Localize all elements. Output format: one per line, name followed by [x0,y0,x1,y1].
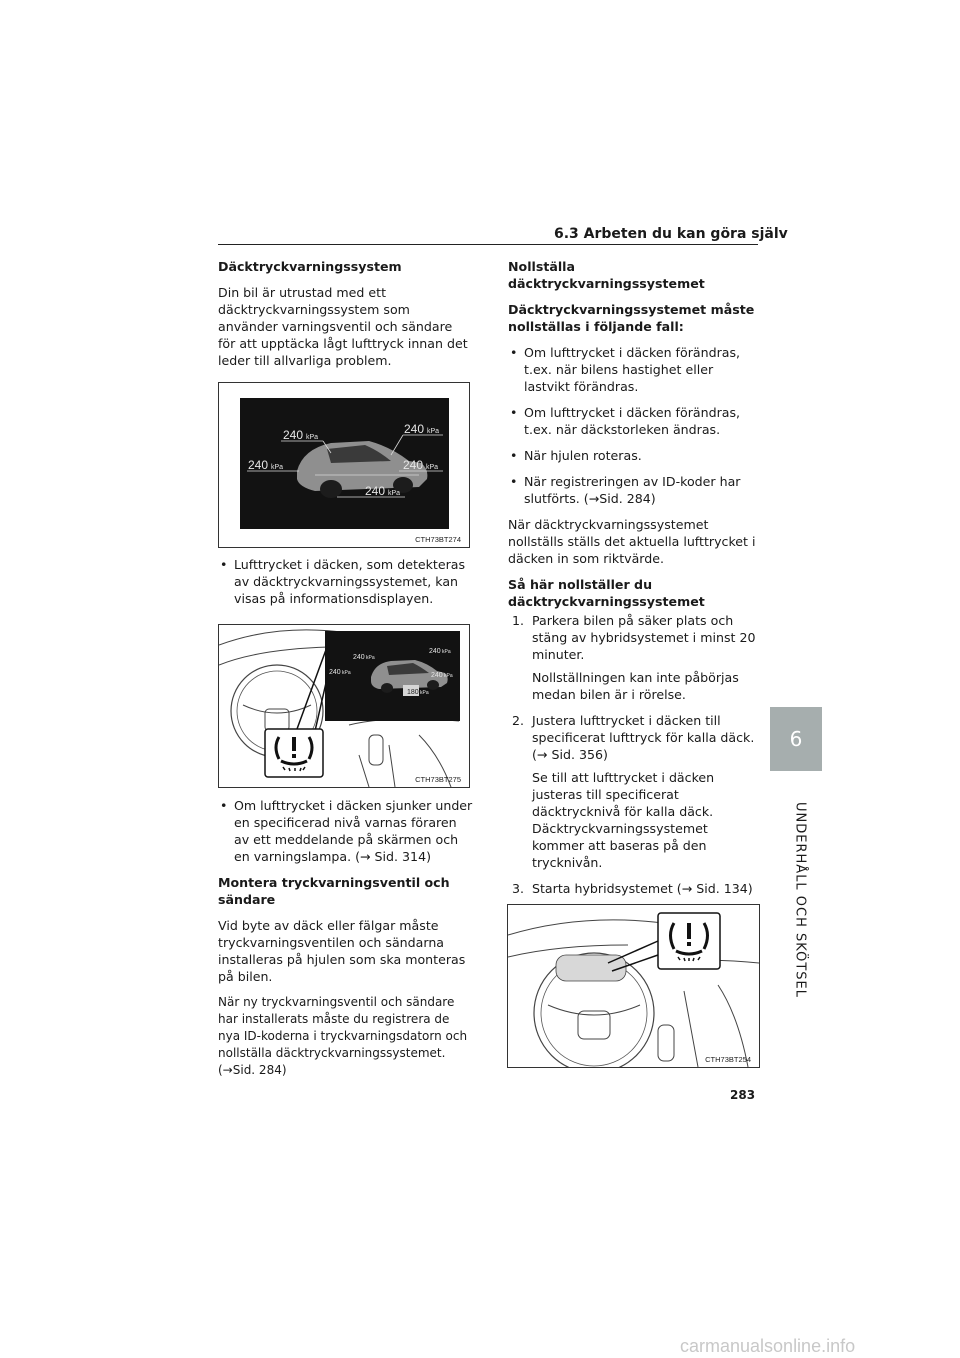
left-bullet-1-block [218,556,473,616]
section-title: 6.3 Arbeten du kan göra själv [554,226,788,242]
bullet-warning-lamp: • Om lufttrycket i däcken sjunker under en specificerad nivå varnas föraren av ett meddelande på skärmen och en varningslampa. (→ Sid. 314) [218,797,473,865]
svg-text:kPa: kPa [366,655,375,661]
intro-paragraph: Din bil är utrustad med ett däcktryckvarningssystem som använder varningsventil och sändare för att upptäcka lågt lufttryck innan det leder till allvarliga problem. [218,285,468,368]
tire-value-front-left: 240 [283,428,304,442]
svg-text:kPa: kPa [388,490,401,497]
svg-text:kPa: kPa [442,649,451,655]
svg-text:240: 240 [431,672,443,679]
heading-reset-tpws: Nollställa däcktryckvarningssystemet [508,259,705,291]
svg-text:240: 240 [429,648,441,655]
svg-text:kPa: kPa [271,464,284,471]
step-1: 1. Parkera bilen på säker plats och stäng av hybridsystemet i minst 20 minuter. Nollställningen kan inte påbörjas medan bilen är i rörelse. [512,613,756,702]
svg-text:240: 240 [353,654,365,661]
header-rule [218,244,758,245]
svg-text:240: 240 [329,669,341,676]
heading-tpws: Däcktryckvarningssystem [218,259,402,274]
bullet-display-info: • Lufttrycket i däcken, som detekteras av däcktryckvarningssystemet, kan visas på informationsdisplayen. [218,556,473,607]
reset-case-3: • När hjulen roteras. [508,447,758,464]
dashboard-warning-illustration [219,625,469,787]
watermark: carmanualsonline.info [680,1336,856,1356]
chapter-label: UNDERHÅLL OCH SKÖTSEL [792,802,808,998]
heading-install-valve: Montera tryckvarningsventil och sändare [218,875,450,907]
figure-dashboard-warning [218,624,470,788]
tire-value-spare: 240 [365,484,386,498]
svg-text:kPa: kPa [427,428,440,435]
tire-value-front-right: 240 [404,422,425,436]
step-3: 3. Starta hybridsystemet (→ Sid. 134) [512,881,753,896]
page-number: 283 [730,1088,756,1102]
steering-wheel-illustration [508,905,759,1067]
step-2: 2. Justera lufttrycket i däcken till specificerat lufttryck för kalla däck. (→ Sid. 356) Se till att lufttrycket i däcken justeras till specificerat däcktrycknivå för kalla däck. Däcktryckvarningssystemet kommer att baseras på den trycknivån. [512,713,755,870]
left-column-top [218,258,473,378]
svg-text:kPa: kPa [342,670,351,676]
left-column-bottom [218,797,473,1088]
figure-code: CTH73BT274 [415,535,461,544]
reset-paragraph: När däcktryckvarningssystemet nollställs ställs det aktuella lufttrycket i däcken in som riktvärde. [508,517,756,566]
tire-value-rear-left: 240 [248,458,269,472]
svg-text:kPa: kPa [444,673,453,679]
svg-text:kPa: kPa [420,690,429,696]
svg-text:180: 180 [407,689,419,696]
heading-reset-cases: Däcktryckvarningssystemet måste nollställas i följande fall: [508,302,755,334]
register-paragraph: När ny tryckvarningsventil och sändare har installerats måste du registrera de nya ID-koderna i tryckvarningsdatorn och nollställa däcktryckvarningssystemet. (→Sid. 284) [218,995,468,1077]
svg-text:kPa: kPa [306,434,319,441]
reset-case-1: • Om lufttrycket i däcken förändras, t.ex. när bilens hastighet eller lastvikt förändras. [508,344,758,395]
tire-pressure-display-illustration [219,383,469,547]
heading-how-to-reset: Så här nollställer du däcktryckvarningssystemet [508,577,705,609]
chapter-tab: 6 [770,707,822,771]
figure-code: CTH73BT275 [415,775,461,784]
reset-case-2: • Om lufttrycket i däcken förändras, t.ex. när däckstorleken ändras. [508,404,758,438]
svg-text:kPa: kPa [426,464,439,471]
reset-case-4: • När registreringen av ID-koder har slutförts. (→Sid. 284) [508,473,758,507]
figure-code: CTH73BT254 [705,1055,751,1064]
tire-value-rear-right: 240 [403,458,424,472]
figure-tire-pressure-display [218,382,470,548]
figure-steering-wheel-warning [507,904,760,1068]
install-paragraph: Vid byte av däck eller fälgar måste tryckvarningsventilen och sändarna installeras på hjulen som ska monteras på bilen. [218,918,466,984]
